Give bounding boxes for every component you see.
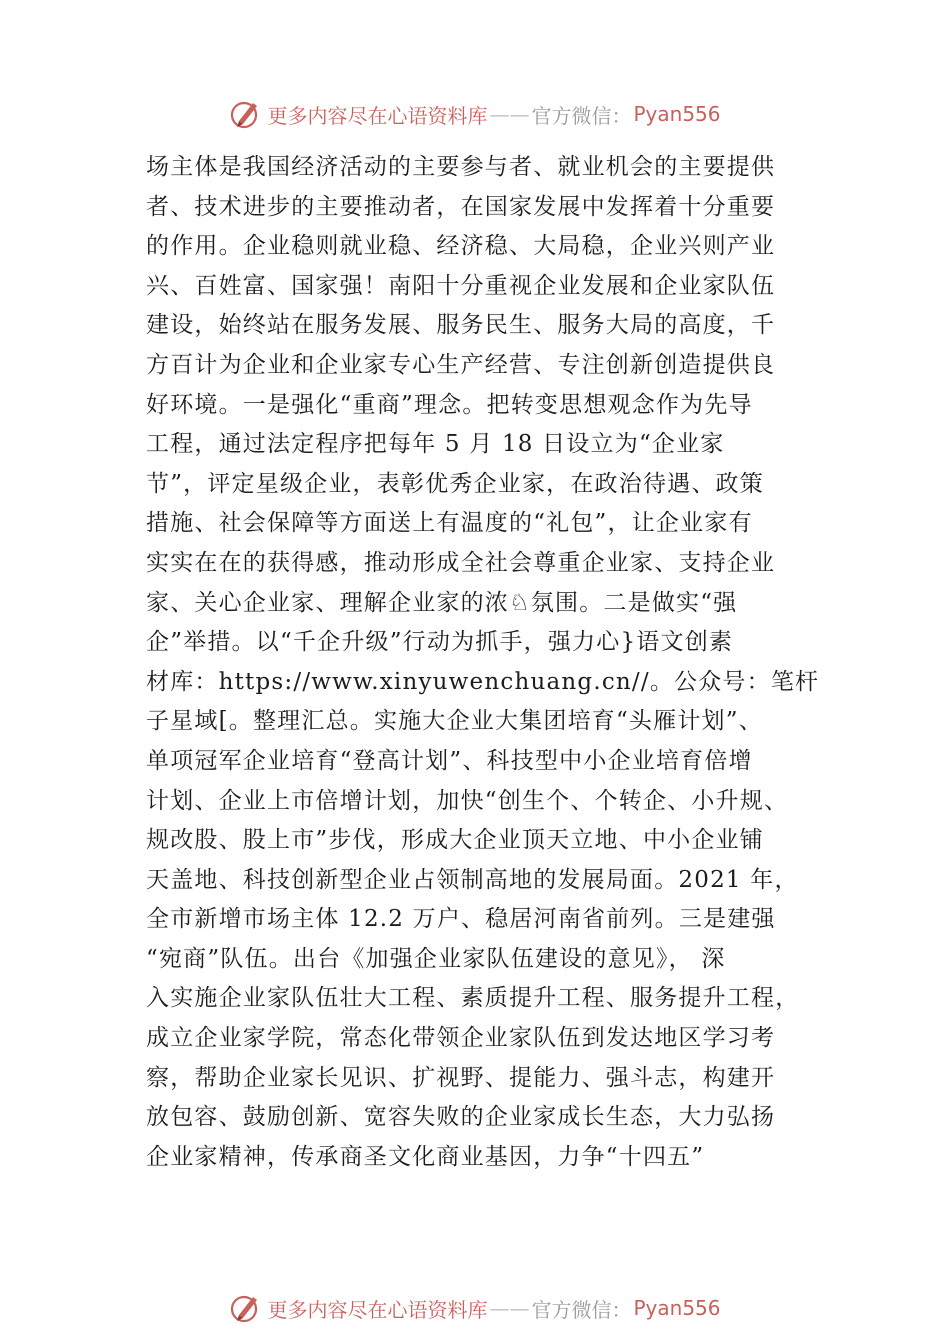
body-line: 材库：https://www.xinyuwenchuang.cn//。公众号：笔杆	[146, 668, 820, 695]
footer-watermark	[0, 1288, 950, 1328]
body-line: 企”举措。以“千企升级”行动为抓手，强力心}语文创素	[146, 629, 734, 656]
body-line: 入实施企业家队伍壮大工程、素质提升工程、服务提升工程，	[146, 985, 800, 1012]
pen-circle-logo-icon	[229, 1291, 263, 1325]
watermark-official-label: 官方微信：	[531, 103, 632, 128]
body-line: 实实在在的获得感，推动形成全社会尊重企业家、支持企业	[146, 549, 776, 576]
body-line: 成立企业家学院，常态化带领企业家队伍到发达地区学习考	[146, 1025, 776, 1052]
header-watermark	[0, 94, 950, 134]
document-body	[146, 148, 846, 1177]
watermark-separator: ——	[489, 102, 530, 126]
body-line: 企业家精神，传承商圣文化商业基因，力争“十四五”	[146, 1143, 705, 1170]
watermark-official-label: 官方微信：	[531, 1297, 632, 1322]
body-line: 措施、社会保障等方面送上有温度的“礼包”，让企业家有	[146, 510, 753, 537]
body-line: 场主体是我国经济活动的主要参与者、就业机会的主要提供	[146, 154, 776, 180]
body-line: 规改股、股上市”步伐，形成大企业顶天立地、中小企业铺	[146, 827, 764, 854]
body-line: 放包容、鼓励创新、宽容失败的企业家成长生态，大力弘扬	[146, 1104, 776, 1131]
watermark-brand: 更多内容尽在心语资料库	[267, 1297, 488, 1322]
body-line: 好环境。一是强化“重商”理念。把转变思想观念作为先导	[146, 391, 753, 418]
body-line: 方百计为企业和企业家专心生产经营、专注创新创造提供良	[146, 351, 776, 378]
body-line: 的作用。企业稳则就业稳、经济稳、大局稳，企业兴则产业	[146, 233, 776, 260]
body-line: “宛商”队伍。出台《加强企业家队伍建设的意见》， 深	[146, 945, 726, 972]
body-line: 建设，始终站在服务发展、服务民生、服务大局的高度，千	[146, 312, 776, 339]
body-line: 计划、企业上市倍增计划，加快“创生个、个转企、小升规、	[146, 787, 789, 814]
body-line: 工程，通过法定程序把每年 5 月 18 日设立为“企业家	[146, 431, 725, 458]
body-line: 子星域[。整理汇总。实施大企业大集团培育“头雁计划”、	[146, 708, 763, 735]
body-line: 全市新增市场主体 12.2 万户、稳居河南省前列。三是建强	[146, 906, 776, 933]
body-line: 察，帮助企业家长见识、扩视野、提能力、强斗志，构建开	[146, 1064, 776, 1091]
body-line: 者、技术进步的主要推动者，在国家发展中发挥着十分重要	[146, 193, 776, 220]
body-line: 单项冠军企业培育“登高计划”、科技型中小企业培育倍增	[146, 747, 753, 774]
watermark-account-id: Pyan556	[633, 102, 721, 126]
body-line: 兴、百姓富、国家强！南阳十分重视企业发展和企业家队伍	[146, 272, 776, 299]
body-line: 节”，评定星级企业，表彰优秀企业家，在政治待遇、政策	[146, 470, 764, 497]
pen-circle-logo-icon	[229, 97, 263, 131]
body-line: 家、关心企业家、理解企业家的浓♘氛围。二是做实“强	[146, 589, 738, 616]
watermark-brand: 更多内容尽在心语资料库	[267, 103, 488, 128]
watermark-account-id: Pyan556	[633, 1296, 721, 1320]
watermark-separator: ——	[489, 1296, 530, 1320]
body-line: 天盖地、科技创新型企业占领制高地的发展局面。2021 年，	[146, 866, 799, 893]
